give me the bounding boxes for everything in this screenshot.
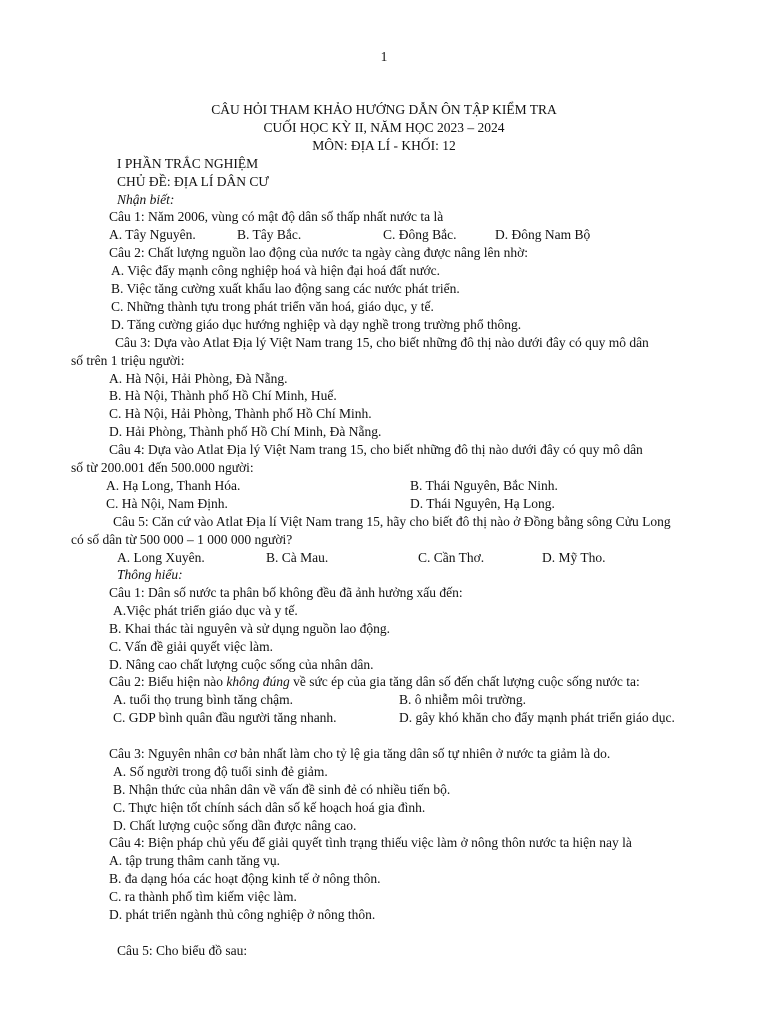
th-q5-text: Câu 5: Cho biểu đồ sau: [117,943,248,958]
nhan-biet-heading: Nhận biết: [117,192,175,207]
nb-q3-option-c: C. Hà Nội, Hải Phòng, Thành phố Hồ Chí Minh. [109,406,372,421]
nb-q1-option-a: A. Tây Nguyên. [109,227,196,242]
nb-q2-option-c: C. Những thành tựu trong phát triển văn hoá, giáo dục, y tế. [111,299,434,314]
th-q4-option-a: A. tập trung thâm canh tăng vụ. [109,853,280,868]
section-heading: I PHẦN TRẮC NGHIỆM [117,156,259,171]
nb-q4-option-d: D. Thái Nguyên, Hạ Long. [410,496,555,511]
topic-heading: CHỦ ĐỀ: ĐỊA LÍ DÂN CƯ [117,174,269,189]
nb-q2-text: Câu 2: Chất lượng nguồn lao động của nước ta ngày càng được nâng lên nhờ: [109,245,529,260]
thong-hieu-heading: Thông hiểu: [117,567,183,582]
nb-q3-option-b: B. Hà Nội, Thành phố Hồ Chí Minh, Huế. [109,388,337,403]
nb-q4-option-b: B. Thái Nguyên, Bắc Ninh. [410,478,558,493]
nb-q5-option-d: D. Mỹ Tho. [542,550,606,565]
th-q2-option-b: B. ô nhiễm môi trường. [399,692,526,707]
th-q2-text-after: về sức ép của gia tăng dân số đến chất lượng cuộc sống nước ta: [289,674,640,689]
th-q3-option-a: A. Số người trong độ tuổi sinh đẻ giảm. [113,764,328,779]
th-q2-option-d: D. gây khó khăn cho đẩy mạnh phát triển giáo dục. [399,710,675,725]
nb-q2-option-d: D. Tăng cường giáo dục hướng nghiệp và dạy nghề trong trường phổ thông. [111,317,522,332]
th-q2-option-c: C. GDP bình quân đầu người tăng nhanh. [113,710,337,725]
th-q2-text-before: Câu 2: Biểu hiện nào [109,674,227,689]
th-q4-text: Câu 4: Biện pháp chủ yếu để giải quyết tình trạng thiếu việc làm ở nông thôn nước ta hiện nay là [109,835,632,850]
nb-q5-option-b: B. Cà Mau. [266,550,329,565]
nb-q2-option-a: A. Việc đẩy mạnh công nghiệp hoá và hiện đại hoá đất nước. [111,263,441,278]
nb-q3-option-a: A. Hà Nội, Hải Phòng, Đà Nẵng. [109,371,288,386]
nb-q4-text-2: số từ 200.001 đến 500.000 người: [71,460,254,475]
th-q1-text: Câu 1: Dân số nước ta phân bố không đều đã ảnh hưởng xấu đến: [109,585,463,600]
th-q2-text [109,673,640,690]
nb-q5-text-2: có số dân từ 500 000 – 1 000 000 người? [71,532,293,547]
nb-q5-option-c: C. Cần Thơ. [418,550,485,565]
th-q2-option-a: A. tuổi thọ trung bình tăng chậm. [113,692,293,707]
th-q1-option-c: C. Vấn đề giải quyết việc làm. [109,639,273,654]
title-line-1: CÂU HỎI THAM KHẢO HƯỚNG DẪN ÔN TẬP KIỂM TRA [211,102,557,117]
th-q3-text: Câu 3: Nguyên nhân cơ bản nhất làm cho tỷ lệ gia tăng dân số tự nhiên ở nước ta giảm là do. [109,746,611,761]
nb-q5-text-1: Câu 5: Căn cứ vào Atlat Địa lí Việt Nam trang 15, hãy cho biết đô thị nào ở Đồng bằng sông Cửu Long [113,514,671,529]
th-q2-text-emphasis: không đúng [226,674,290,689]
nb-q1-option-b: B. Tây Bắc. [237,227,302,242]
th-q1-option-d: D. Nâng cao chất lượng cuộc sống của nhân dân. [109,657,374,672]
nb-q4-text-1: Câu 4: Dựa vào Atlat Địa lý Việt Nam trang 15, cho biết những đô thị nào dưới đây có quy mô dân [109,442,643,457]
nb-q4-option-c: C. Hà Nội, Nam Định. [106,496,228,511]
nb-q5-option-a: A. Long Xuyên. [117,550,205,565]
nb-q2-option-b: B. Việc tăng cường xuất khẩu lao động sang các nước phát triển. [111,281,460,296]
th-q4-option-b: B. đa dạng hóa các hoạt động kinh tế ở nông thôn. [109,871,381,886]
nb-q3-text-1: Câu 3: Dựa vào Atlat Địa lý Việt Nam trang 15, cho biết những đô thị nào dưới đây có quy mô dân [115,335,649,350]
th-q1-option-b: B. Khai thác tài nguyên và sử dụng nguồn lao động. [109,621,391,636]
th-q4-option-c: C. ra thành phố tìm kiếm việc làm. [109,889,297,904]
title-line-2: CUỐI HỌC KỲ II, NĂM HỌC 2023 – 2024 [263,120,505,135]
nb-q1-option-c: C. Đông Bắc. [383,227,457,242]
nb-q1-option-d: D. Đông Nam Bộ [495,227,591,242]
nb-q3-text-2: số trên 1 triệu người: [71,353,185,368]
page-number: 1 [380,49,388,64]
th-q3-option-b: B. Nhận thức của nhân dân về vấn đề sinh đẻ có nhiều tiến bộ. [113,782,451,797]
th-q1-option-a: A.Việc phát triển giáo dục và y tế. [113,603,298,618]
nb-q3-option-d: D. Hải Phòng, Thành phố Hồ Chí Minh, Đà Nẵng. [109,424,382,439]
title-line-3: MÔN: ĐỊA LÍ - KHỐI: 12 [312,138,456,153]
nb-q4-option-a: A. Hạ Long, Thanh Hóa. [106,478,241,493]
th-q3-option-c: C. Thực hiện tốt chính sách dân số kế hoạch hoá gia đình. [113,800,426,815]
nb-q1-text: Câu 1: Năm 2006, vùng có mật độ dân số thấp nhất nước ta là [109,209,444,224]
th-q3-option-d: D. Chất lượng cuộc sống dần được nâng cao. [113,818,357,833]
th-q4-option-d: D. phát triển ngành thủ công nghiệp ở nông thôn. [109,907,376,922]
